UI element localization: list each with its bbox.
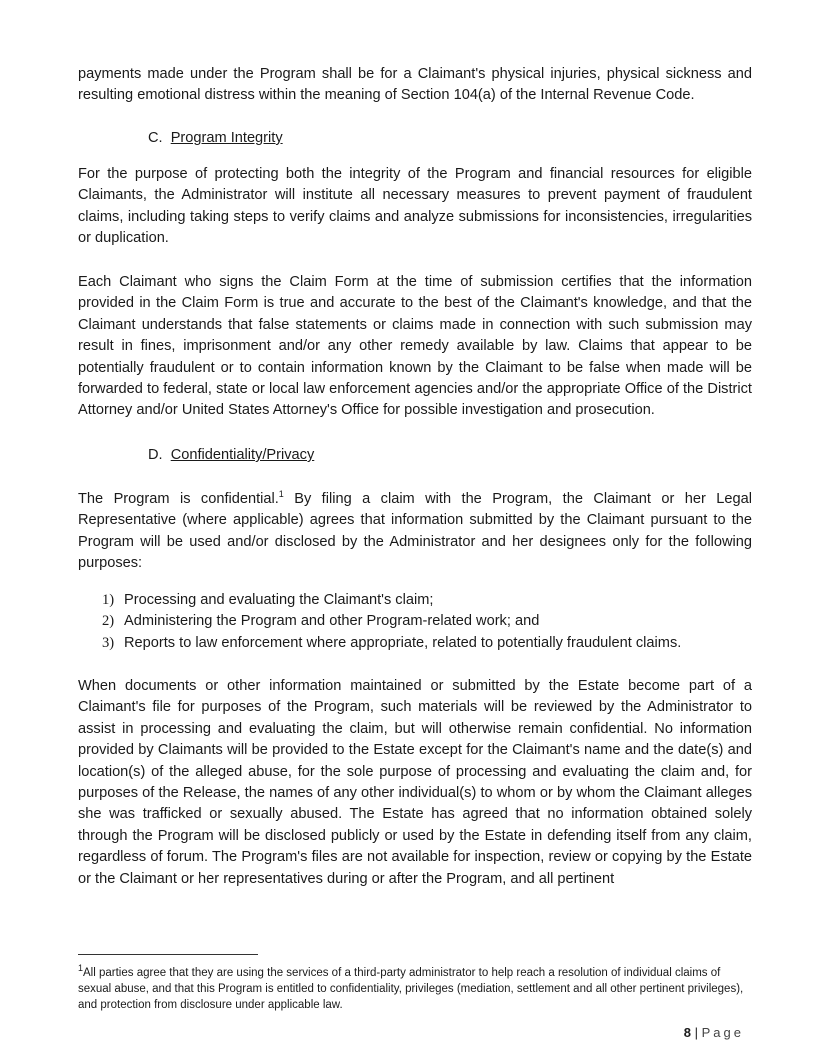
- page-number: [684, 1025, 744, 1040]
- list-item: [102, 611, 742, 632]
- section-letter: D.: [148, 447, 163, 463]
- para-rest: By filing a claim with the Program, the Claimant or her Legal Representative (where applicable) agrees that information submitted by the Claimant pursuant to the Program will be used and/or disclosed by the Administrator and her designees only for the following purposes:: [78, 490, 752, 572]
- list-item: [102, 633, 742, 654]
- list-text: Administering the Program and other Program-related work; and: [124, 613, 540, 630]
- page-sep: |: [694, 1025, 698, 1040]
- footnote-divider: [78, 954, 258, 955]
- intro-paragraph: payments made under the Program shall be for a Claimant's physical injuries, physical sickness and resulting emotional distress within the meaning of Section 104(a) of the Internal Revenue Code.: [78, 66, 752, 104]
- confidentiality-paragraph: [78, 484, 752, 574]
- section-title: Program Integrity: [170, 130, 283, 146]
- list-text: Processing and evaluating the Claimant's claim;: [124, 592, 434, 608]
- list-number: 2): [102, 613, 115, 630]
- footnote-text: All parties agree that they are using the services of a third-party administrator to help reach a resolution of individual claims of sexual abuse, and that this Program is entitled to confidentiality, privileges (mediation, settlement and all other pertinent privileges), and protection from disclosure under applicable law.: [78, 966, 744, 1011]
- page-num: 8: [683, 1025, 691, 1040]
- footnote-number: 1: [78, 963, 84, 973]
- closing-paragraph: When documents or other information maintained or submitted by the Estate become part of a Claimant's file for purposes of the Program, such materials will be reviewed by the Administrator to assist in processing and evaluating the claim, but will otherwise remain confidential. No information provided by Claimants will be provided to the Estate except for the Claimant's name and the date(s) and location(s) of the alleged abuse, for the sole purpose of processing and evaluating the claim and, for purposes of the Release, the names of any other individual(s) to whom or by whom the Claimant alleges she was trafficked or sexually abused. The Estate has agreed that no information obtained solely through the Program will be disclosed publicly or used by the Estate in defending itself from any claim, regardless of forum. The Program's files are not available for inspection, review or copying by the Estate or the Claimant or her representatives during or after the Program, and all pertinent: [78, 678, 752, 887]
- integrity-paragraph-2: Each Claimant who signs the Claim Form at the time of submission certifies that the information provided in the Claim Form is true and accurate to the best of the Claimant's knowledge, and that the Claimant understands that false statements or claims made in connection with such submission may result in fines, imprisonment and/or any other remedy available by law. Claims that appear to be potentially fraudulent or to contain information known by the Claimant to be false when made will be forwarded to federal, state or local law enforcement agencies and/or the appropriate Office of the District Attorney and/or United States Attorney's Office for possible investigation and prosecution.: [78, 274, 752, 419]
- section-title: Confidentiality/Privacy: [170, 447, 315, 463]
- list-number: 3): [102, 634, 115, 651]
- list-text: Reports to law enforcement where appropriate, related to potentially fraudulent claims.: [124, 634, 682, 651]
- integrity-paragraph-1: For the purpose of protecting both the integrity of the Program and financial resources for eligible Claimants, the Administrator will institute all necessary measures to prevent payment of fraudulent claims, including taking steps to verify claims and analyze submissions for inconsistencies, irregularities or duplication.: [78, 166, 752, 247]
- section-letter: C.: [148, 130, 163, 146]
- list-number: 1): [102, 592, 115, 608]
- section-d-heading: [148, 447, 314, 463]
- footnote-ref: 1: [278, 489, 284, 499]
- footnote: [78, 960, 752, 1013]
- para-start: The Program is confidential.: [78, 490, 279, 507]
- list-item: [102, 590, 742, 611]
- purpose-list: [102, 590, 742, 654]
- section-c-heading: [148, 130, 283, 146]
- page-label: Page: [701, 1025, 744, 1040]
